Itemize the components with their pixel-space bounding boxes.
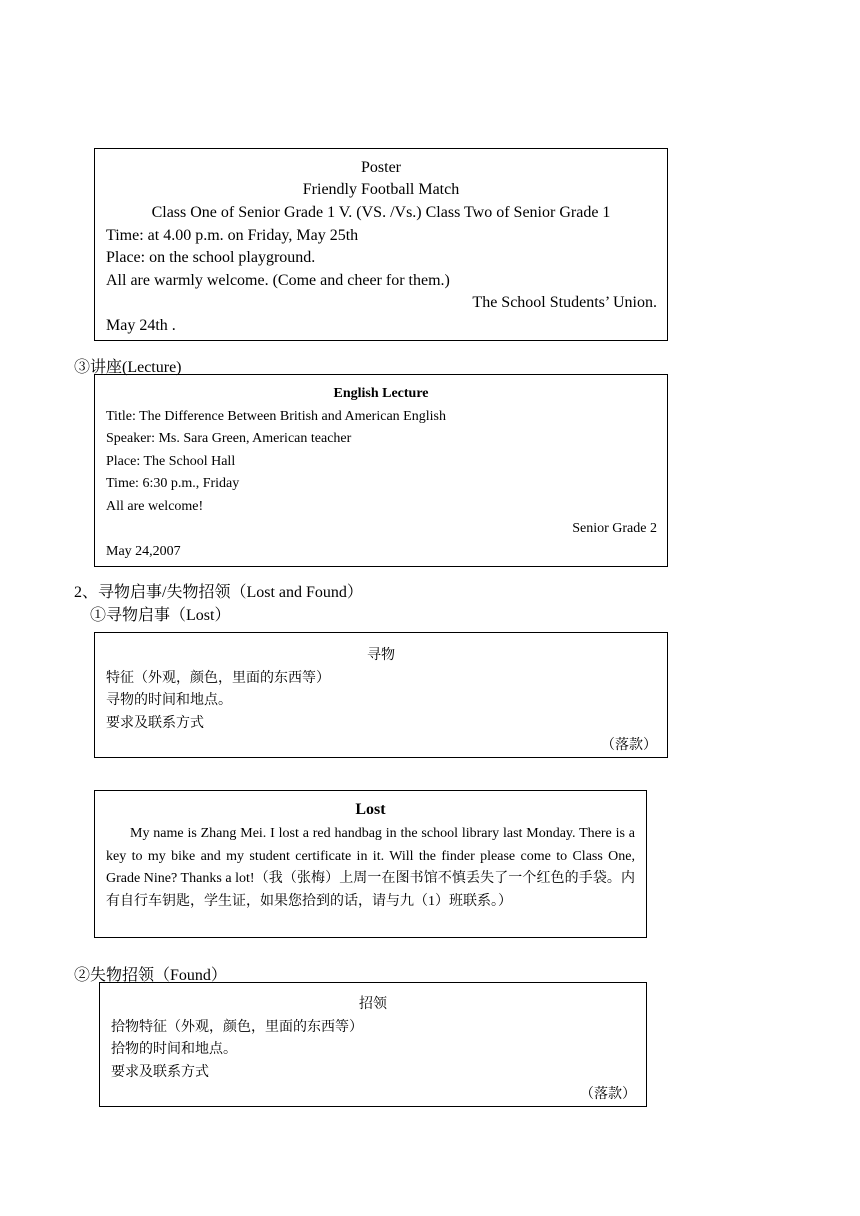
lost-example-box [94, 790, 647, 938]
lost-heading: ①寻物启事（Lost） [90, 607, 231, 624]
lost-template-signature: （落款） [601, 738, 657, 753]
found-template-title: 招领 [359, 997, 387, 1012]
lost-template-line1: 特征（外观，颜色，里面的东西等） [106, 671, 330, 686]
poster-box [94, 148, 668, 341]
lost-found-heading: 2、寻物启事/失物招领（Lost and Found） [74, 584, 363, 601]
poster-teams: Class One of Senior Grade 1 V. (VS. /Vs.) Class Two of Senior Grade 1 [151, 204, 611, 221]
poster-subtitle: Friendly Football Match [302, 181, 460, 198]
lecture-speaker: Speaker: Ms. Sara Green, American teacher [106, 431, 352, 446]
lost-template-line3: 要求及联系方式 [106, 716, 204, 731]
lecture-title: English Lecture [333, 386, 429, 401]
poster-welcome: All are warmly welcome. (Come and cheer for them.) [106, 272, 450, 289]
lost-template-title: 寻物 [367, 648, 395, 663]
poster-signature: The School Students’ Union. [472, 294, 657, 311]
lecture-time: Time: 6:30 p.m., Friday [106, 476, 240, 491]
poster-date: May 24th . [106, 317, 176, 334]
lecture-box [94, 374, 668, 567]
lost-template-line2: 寻物的时间和地点。 [106, 693, 232, 708]
poster-title: Poster [361, 159, 401, 176]
lecture-signature: Senior Grade 2 [572, 521, 657, 536]
lecture-heading: ③讲座(Lecture) [74, 359, 182, 376]
poster-place: Place: on the school playground. [106, 249, 316, 266]
found-template-line1: 拾物特征（外观，颜色，里面的东西等） [111, 1020, 363, 1035]
lost-example-body: My name is Zhang Mei. I lost a red handbag in the school library last Monday. There is a key to my bike and my student certificate in it. Will the finder please come to Class One, Grade Nine? Thanks a lot!（我（张梅）上周一在图书馆不慎丢失了一个红色的手袋。内有自行车钥匙，学生证，如果您拾到的话，请与九（1）班联系。） [106, 826, 635, 909]
lost-template-box [94, 632, 668, 758]
lecture-date: May 24,2007 [106, 544, 181, 559]
found-heading: ②失物招领（Found） [74, 967, 227, 984]
found-template-line2: 拾物的时间和地点。 [111, 1042, 237, 1057]
found-template-line3: 要求及联系方式 [111, 1065, 209, 1080]
found-template-box [99, 982, 647, 1107]
lost-example-title: Lost [355, 801, 386, 818]
poster-time: Time: at 4.00 p.m. on Friday, May 25th [106, 227, 359, 244]
lecture-place: Place: The School Hall [106, 454, 236, 469]
lecture-welcome: All are welcome! [106, 499, 204, 514]
lecture-topic: Title: The Difference Between British and American English [106, 409, 446, 424]
found-template-signature: （落款） [580, 1087, 636, 1102]
